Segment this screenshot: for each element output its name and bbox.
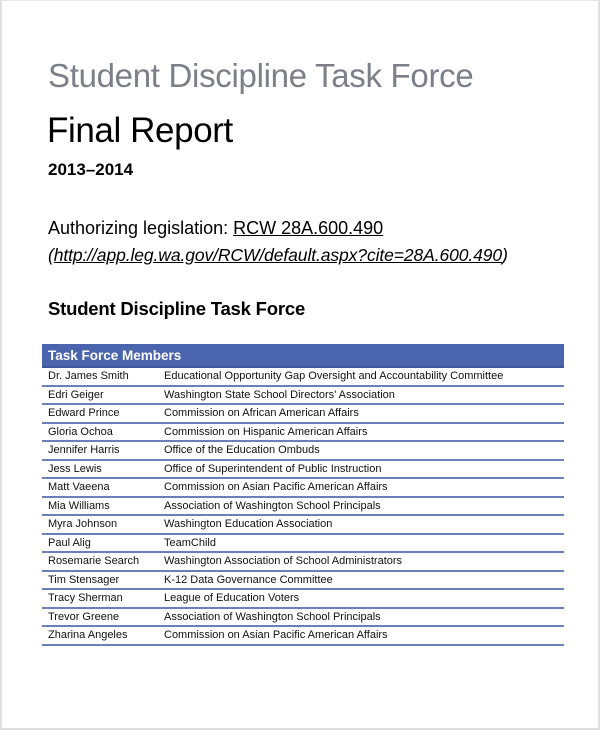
member-name: Edri Geiger [42,386,164,405]
authorizing-label: Authorizing legislation: [48,218,234,238]
table-row [42,534,564,553]
url-open-paren: ( [48,245,54,265]
table-row [42,571,564,590]
table-row [42,404,564,423]
document-title-final-report: Final Report [47,111,233,150]
member-organization: League of Education Voters [164,589,564,608]
table-row [42,386,564,405]
table-row [42,589,564,608]
authorizing-legislation [48,218,383,239]
member-name: Dr. James Smith [42,367,164,386]
member-organization: Washington Association of School Administrators [164,552,564,571]
member-organization: Commission on Asian Pacific American Affairs [164,478,564,497]
member-name: Jennifer Harris [42,441,164,460]
member-organization: Educational Opportunity Gap Oversight and Accountability Committee [164,367,564,386]
member-name: Rosemarie Search [42,552,164,571]
url-close-paren: ) [502,245,508,265]
member-name: Tim Stensager [42,571,164,590]
table-row [42,367,564,386]
member-name: Trevor Greene [42,608,164,627]
member-name: Edward Prince [42,404,164,423]
member-name: Myra Johnson [42,515,164,534]
section-heading: Student Discipline Task Force [48,298,306,319]
legislation-url-line [48,245,508,266]
table-row [42,626,564,645]
table-row [42,515,564,534]
member-organization: Association of Washington School Principals [164,497,564,516]
task-force-members-table [42,344,564,646]
member-organization: Association of Washington School Principals [164,608,564,627]
table-row [42,423,564,442]
legislation-url-link[interactable]: http://app.leg.wa.gov/RCW/default.aspx?cite=28A.600.490 [53,245,503,265]
table-header: Task Force Members [42,344,564,367]
member-name: Matt Vaeena [42,478,164,497]
member-organization: Washington State School Directors’ Association [164,386,564,405]
member-name: Gloria Ochoa [42,423,164,442]
member-organization: Office of Superintendent of Public Instruction [164,460,564,479]
report-year: 2013–2014 [48,160,134,179]
member-name: Paul Alig [42,534,164,553]
member-name: Tracy Sherman [42,589,164,608]
table-row [42,460,564,479]
table-row [42,608,564,627]
member-name: Zharina Angeles [42,626,164,645]
member-organization: Office of the Education Ombuds [164,441,564,460]
member-organization: Commission on Hispanic American Affairs [164,423,564,442]
table-row [42,478,564,497]
table-row [42,497,564,516]
member-name: Jess Lewis [42,460,164,479]
rcw-link[interactable]: RCW 28A.600.490 [233,218,384,238]
member-organization: Washington Education Association [164,515,564,534]
table-row [42,552,564,571]
table-header-row [42,344,564,367]
table-row [42,441,564,460]
member-organization: TeamChild [164,534,564,553]
member-organization: K-12 Data Governance Committee [164,571,564,590]
member-name: Mia Williams [42,497,164,516]
document-title-task-force: Student Discipline Task Force [48,57,474,94]
member-organization: Commission on African American Affairs [164,404,564,423]
member-organization: Commission on Asian Pacific American Affairs [164,626,564,645]
